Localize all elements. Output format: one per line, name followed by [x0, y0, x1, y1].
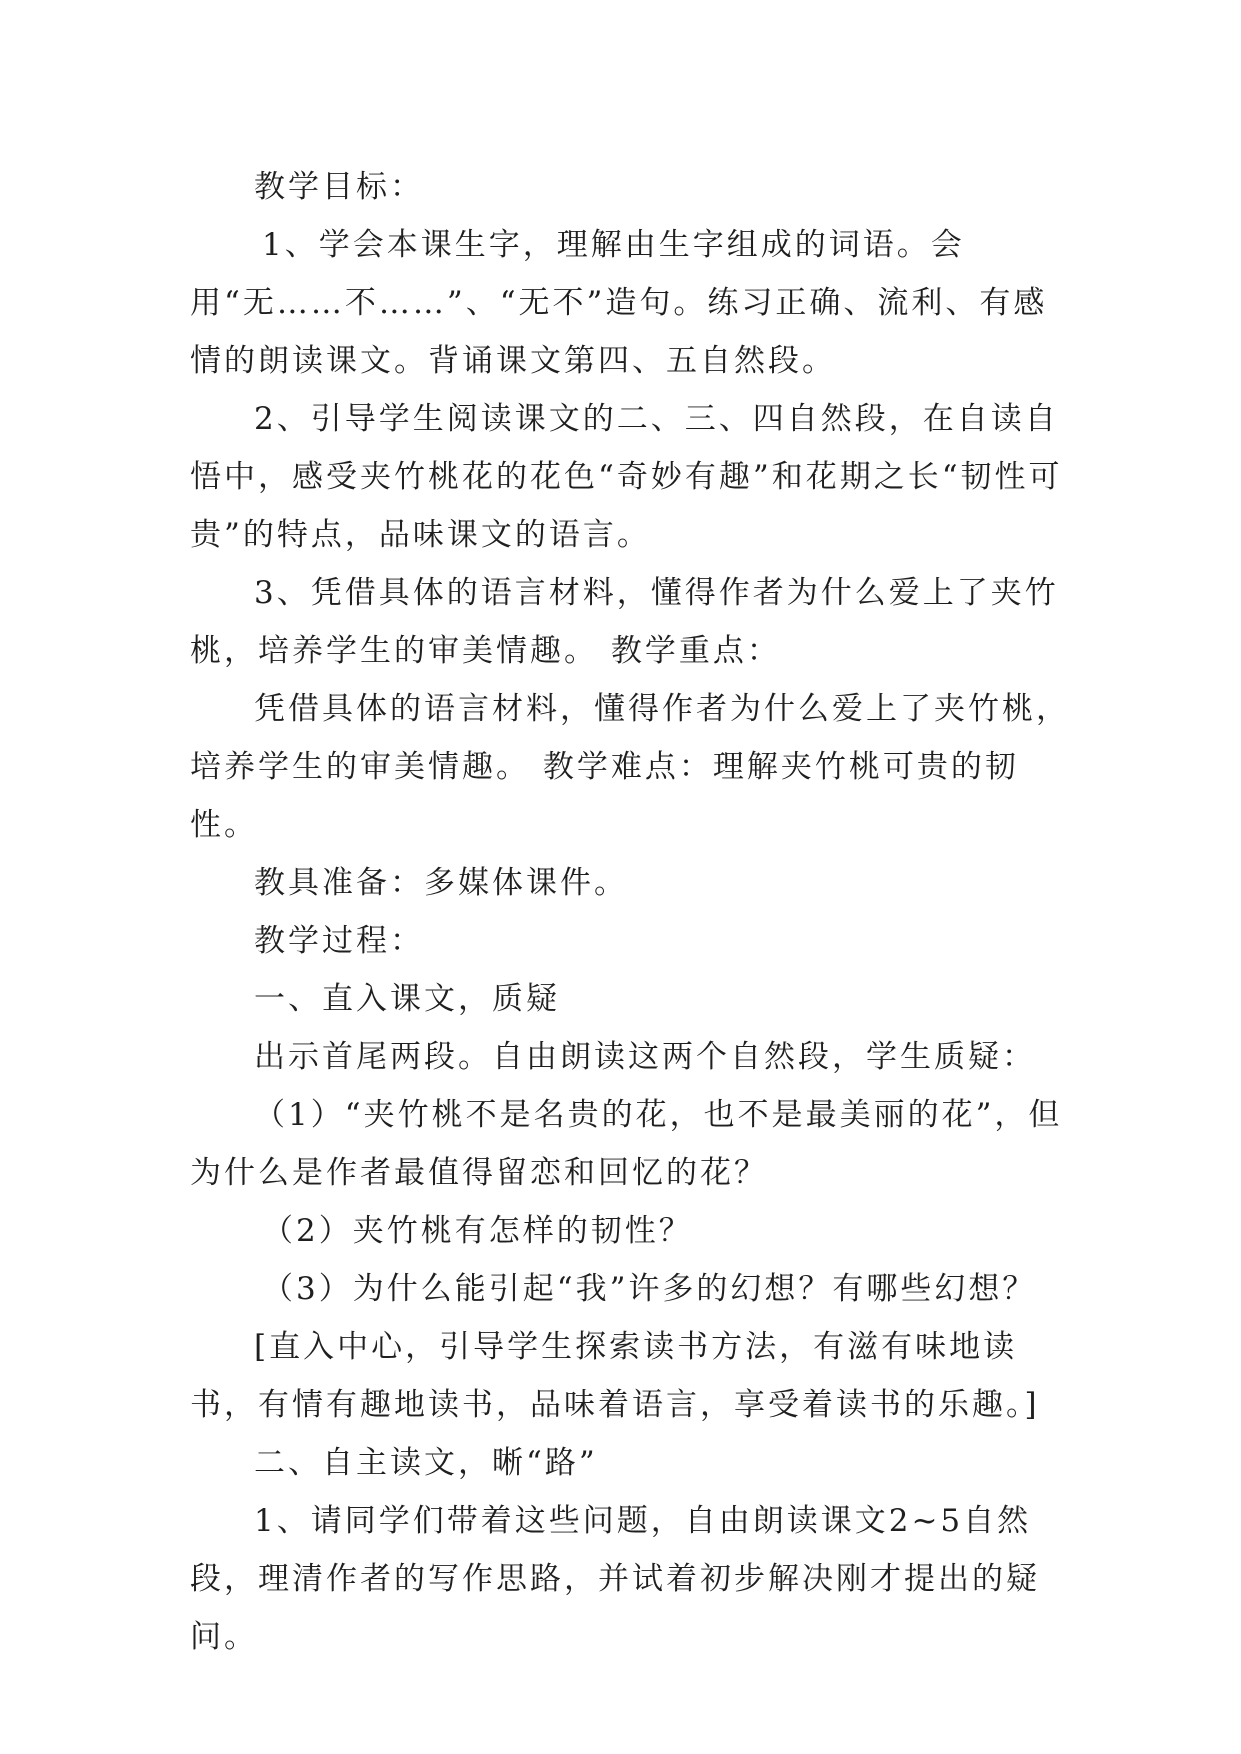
document-body — [190, 158, 1070, 1666]
question-1: （1）“夹竹桃不是名贵的花，也不是最美丽的花”，但为什么是作者最值得留恋和回忆的花？ — [190, 1097, 1063, 1191]
teaching-key-points: 凭借具体的语言材料，懂得作者为什么爱上了夹竹桃，培养学生的审美情趣。 教学难点：理解夹竹桃可贵的韧性。 — [190, 691, 1070, 843]
section-1-note: [直入中心，引导学生探索读书方法，有滋有味地读书，有情有趣地读书，品味着语言，享受着读书的乐趣。] — [190, 1329, 1040, 1423]
teaching-aids: 教具准备：多媒体课件。 — [254, 865, 628, 901]
section-2-title: 二、自主读文，晰“路” — [254, 1445, 598, 1481]
objective-2: 2、引导学生阅读课文的二、三、四自然段，在自读自悟中，感受夹竹桃花的花色“奇妙有趣”和花期之长“韧性可贵”的特点，品味课文的语言。 — [190, 401, 1063, 553]
heading-teaching-process: 教学过程： — [254, 923, 424, 959]
heading-teaching-objectives: 教学目标： — [254, 169, 424, 205]
objective-1: 1、学会本课生字，理解由生字组成的词语。会用“无……不……”、“无不”造句。练习正确、流利、有感情的朗读课文。背诵课文第四、五自然段。 — [190, 227, 1048, 379]
section-1-title: 一、直入课文，质疑 — [254, 981, 560, 1017]
section-2-step-1: 1、请同学们带着这些问题，自由朗读课文2~5自然段，理清作者的写作思路，并试着初步解决刚才提出的疑问。 — [190, 1503, 1040, 1655]
section-1-intro: 出示首尾两段。自由朗读这两个自然段，学生质疑： — [254, 1039, 1036, 1075]
question-2: （2）夹竹桃有怎样的韧性？ — [262, 1213, 693, 1249]
objective-3: 3、凭借具体的语言材料，懂得作者为什么爱上了夹竹桃，培养学生的审美情趣。 教学重点： — [190, 575, 1059, 669]
question-3: （3）为什么能引起“我”许多的幻想？有哪些幻想？ — [262, 1271, 1037, 1307]
